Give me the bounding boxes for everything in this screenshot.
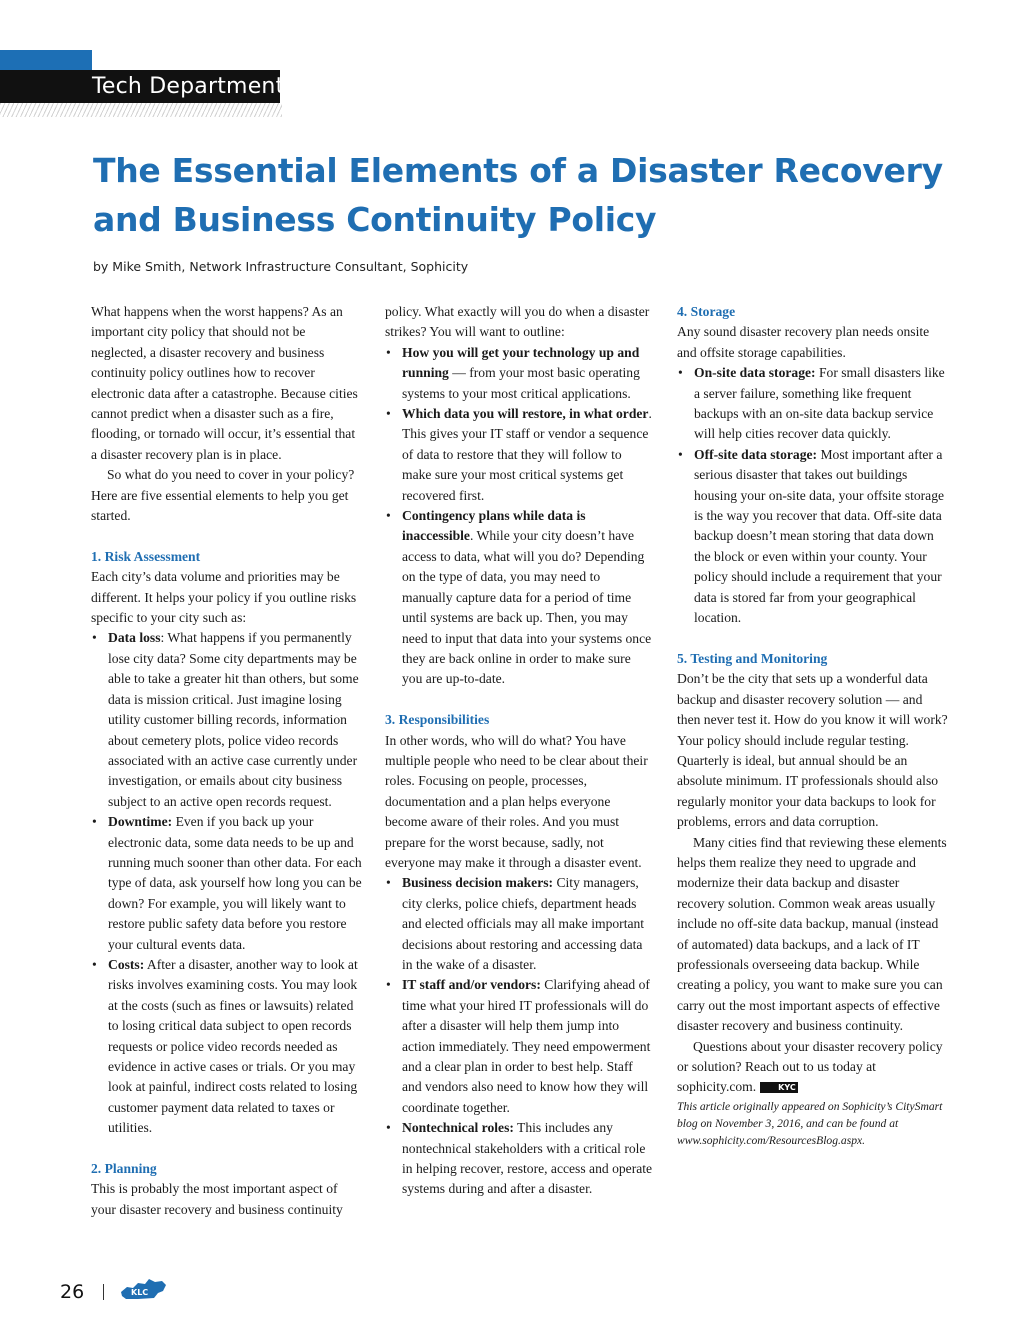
- item-label: Costs:: [108, 956, 145, 972]
- item-label: Data loss: [108, 630, 161, 646]
- section-text: policy. What exactly will you do when a disaster strikes? You will want to outline:: [385, 304, 650, 340]
- header-accent-block: [0, 50, 92, 70]
- item-text: City managers, city clerks, police chiefs, department heads and elected officials may all make important decisions about restoring and accessing data in the wake of a disaster.: [402, 875, 645, 972]
- section-text: Don’t be the city that sets up a wonderful data backup and disaster recovery solution — and then never test it. How do you know it will work? Your policy should include regular testing. Quarterly is ideal, but annual should be an absolute minimum. IT professionals should also regularly monitor your data backups to look for problems, errors and data corruption.: [677, 671, 948, 830]
- item-label: On-site data storage:: [694, 365, 816, 381]
- intro-paragraph-2: So what do you need to cover in your policy? Here are five essential elements to help you get started.: [91, 467, 355, 524]
- item-text: Clarifying ahead of time what your hired IT professionals will do after a disaster will help them jump into action immediately. They need empowerment and a clear plan in order to best help. Staff and vendors also need to know how they will coordinate together.: [402, 977, 651, 1115]
- list-item: [91, 812, 363, 955]
- list-item: [677, 363, 949, 445]
- item-text: — from your most basic operating systems to your most critical applications.: [402, 365, 640, 401]
- roles-list: [385, 873, 653, 1200]
- footer-divider: [103, 1284, 104, 1300]
- section-heading-storage: 4. Storage: [677, 304, 736, 319]
- item-label: Off-site data storage:: [694, 446, 818, 462]
- article-credit: This article originally appeared on Sophicity’s CitySmart blog on November 3, 2016, and can be found at www.sophicity.com/ResourcesBlog.aspx.: [677, 1099, 943, 1147]
- item-text: After a disaster, another way to look at risks involves examining costs. You may look at the costs (such as fines or lawsuits) related to losing critical data subject to open records requests or police video records needed as evidence in active cases or trials. Or you may look at painful, indirect costs related to losing customer payment data related to taxes or utilities.: [108, 956, 358, 1136]
- section-text: In other words, who will do what? You have multiple people who need to be clear about their roles. Focusing on people, processes, documentation and a plan helps everyone become aware of their roles. And you must prepare for the worst because, sadly, not everyone may make it through a disaster event.: [385, 732, 648, 870]
- column-2: [385, 302, 653, 1200]
- section-heading-testing: 5. Testing and Monitoring: [677, 650, 828, 666]
- section-heading-responsibilities: 3. Responsibilities: [385, 712, 490, 728]
- item-text: : What happens if you permanently lose city data? Some city departments may be able to take a greater hit than others, but some data is mission critical. Just imagine losing utility customer billing records, information about cemetery plots, police video records associated with an active case currently under investigation, or emails about city business subject to an active open records request.: [108, 630, 359, 809]
- item-text: For small disasters like a server failure, something like frequent backups with an on-site data backup service will help cities recover data quickly.: [694, 365, 945, 442]
- item-text: Even if you back up your electronic data, some data needs to be up and running much sooner than other data. For each type of data, ask yourself how long you can be down? For example, you will likely want to restore public safety data before you restore your cultural events data.: [108, 814, 362, 952]
- byline: by Mike Smith, Network Infrastructure Consultant, Sophicity: [93, 259, 469, 274]
- risk-list: [91, 628, 363, 1138]
- item-text: This includes any nontechnical stakeholders with a critical role in helping recover, restore, access and operate systems during and after a disaster.: [402, 1120, 653, 1197]
- title-line: and Business Continuity Policy: [93, 200, 657, 239]
- section-text: Any sound disaster recovery plan needs onsite and offsite storage capabilities.: [677, 324, 930, 360]
- item-label: Which data you will restore, in what order: [402, 406, 649, 422]
- list-item: [677, 445, 949, 629]
- logo-text: KLC: [131, 1288, 149, 1297]
- section-heading-planning: 2. Planning: [91, 1161, 157, 1177]
- section-text: This is probably the most important aspect of your disaster recovery and business continuity: [91, 1181, 343, 1217]
- item-text: . While your city doesn’t have access to data, what will you do? Depending on the type of data, you may need to manually capture data for a period of time until systems are back up. Then, you may need to input that data into your systems once they are back online in order to make sure you are up-to-date.: [402, 528, 652, 687]
- contact-text: Questions about your disaster recovery policy or solution? Reach out to us today at sophicity.com.: [677, 1038, 943, 1095]
- storage-list: [677, 363, 949, 628]
- list-item: [385, 873, 653, 975]
- item-text: . This gives your IT staff or vendor a sequence of data to restore that they will follow to make sure your most critical systems get recovered first.: [402, 406, 652, 503]
- item-label: How you will get your technology up and running: [402, 344, 640, 381]
- list-item: [385, 404, 653, 506]
- page-number: 26: [60, 1281, 85, 1303]
- title-line: The Essential Elements of a Disaster Recovery: [93, 151, 943, 190]
- article-title: [93, 146, 943, 244]
- list-item: [385, 1118, 653, 1200]
- column-3: [677, 302, 949, 1149]
- column-1: [91, 302, 363, 1220]
- department-label: Tech Department: [92, 74, 285, 99]
- closing-paragraph: Many cities find that reviewing these elements helps them realize they need to upgrade and modernize their data backup and disaster recovery solution. Common weak areas usually include no off-site data backup, manual (instead of automated) data backups, and a lack of IT professionals overseeing data backup. While creating a policy, you want to make sure you can carry out the most important aspects of effective disaster recovery and business continuity.: [677, 834, 947, 1034]
- kyc-end-mark: KYC: [760, 1082, 798, 1093]
- planning-list: [385, 343, 653, 690]
- item-label: Contingency plans while data is inaccessible: [402, 508, 586, 544]
- contact-paragraph: [677, 1037, 949, 1098]
- section-heading-risk-assessment: 1. Risk Assessment: [91, 548, 201, 564]
- list-item: [91, 955, 363, 1139]
- item-label: Nontechnical roles:: [402, 1120, 514, 1136]
- item-label: IT staff and/or vendors:: [402, 977, 541, 993]
- klc-logo-icon: [118, 1278, 168, 1302]
- item-label: Downtime:: [108, 814, 173, 830]
- list-item: [385, 343, 653, 404]
- section-text: Each city’s data volume and priorities may be different. It helps your policy if you outline risks specific to your city such as:: [91, 569, 357, 626]
- item-text: Most important after a serious disaster that takes out buildings housing your on-site data, your offsite storage is the way you recover that data. Off-site data backup doesn’t mean storing that data down the block or even within your county. Your policy should include a requirement that your data is stored far from your geographical location.: [694, 446, 945, 626]
- item-label: Business decision makers:: [402, 875, 554, 891]
- intro-paragraph: What happens when the worst happens? As an important city policy that should not be neglected, a disaster recovery and business continuity policy outlines how to recover electronic data after a catastrophe. Because cities cannot predict when a disaster such as a fire, flooding, or tornado will occur, it’s essential that a disaster recovery plan is in place.: [91, 304, 358, 462]
- list-item: [91, 628, 363, 812]
- list-item: [385, 975, 653, 1118]
- list-item: [385, 506, 653, 690]
- header-hatch-pattern: [0, 103, 282, 117]
